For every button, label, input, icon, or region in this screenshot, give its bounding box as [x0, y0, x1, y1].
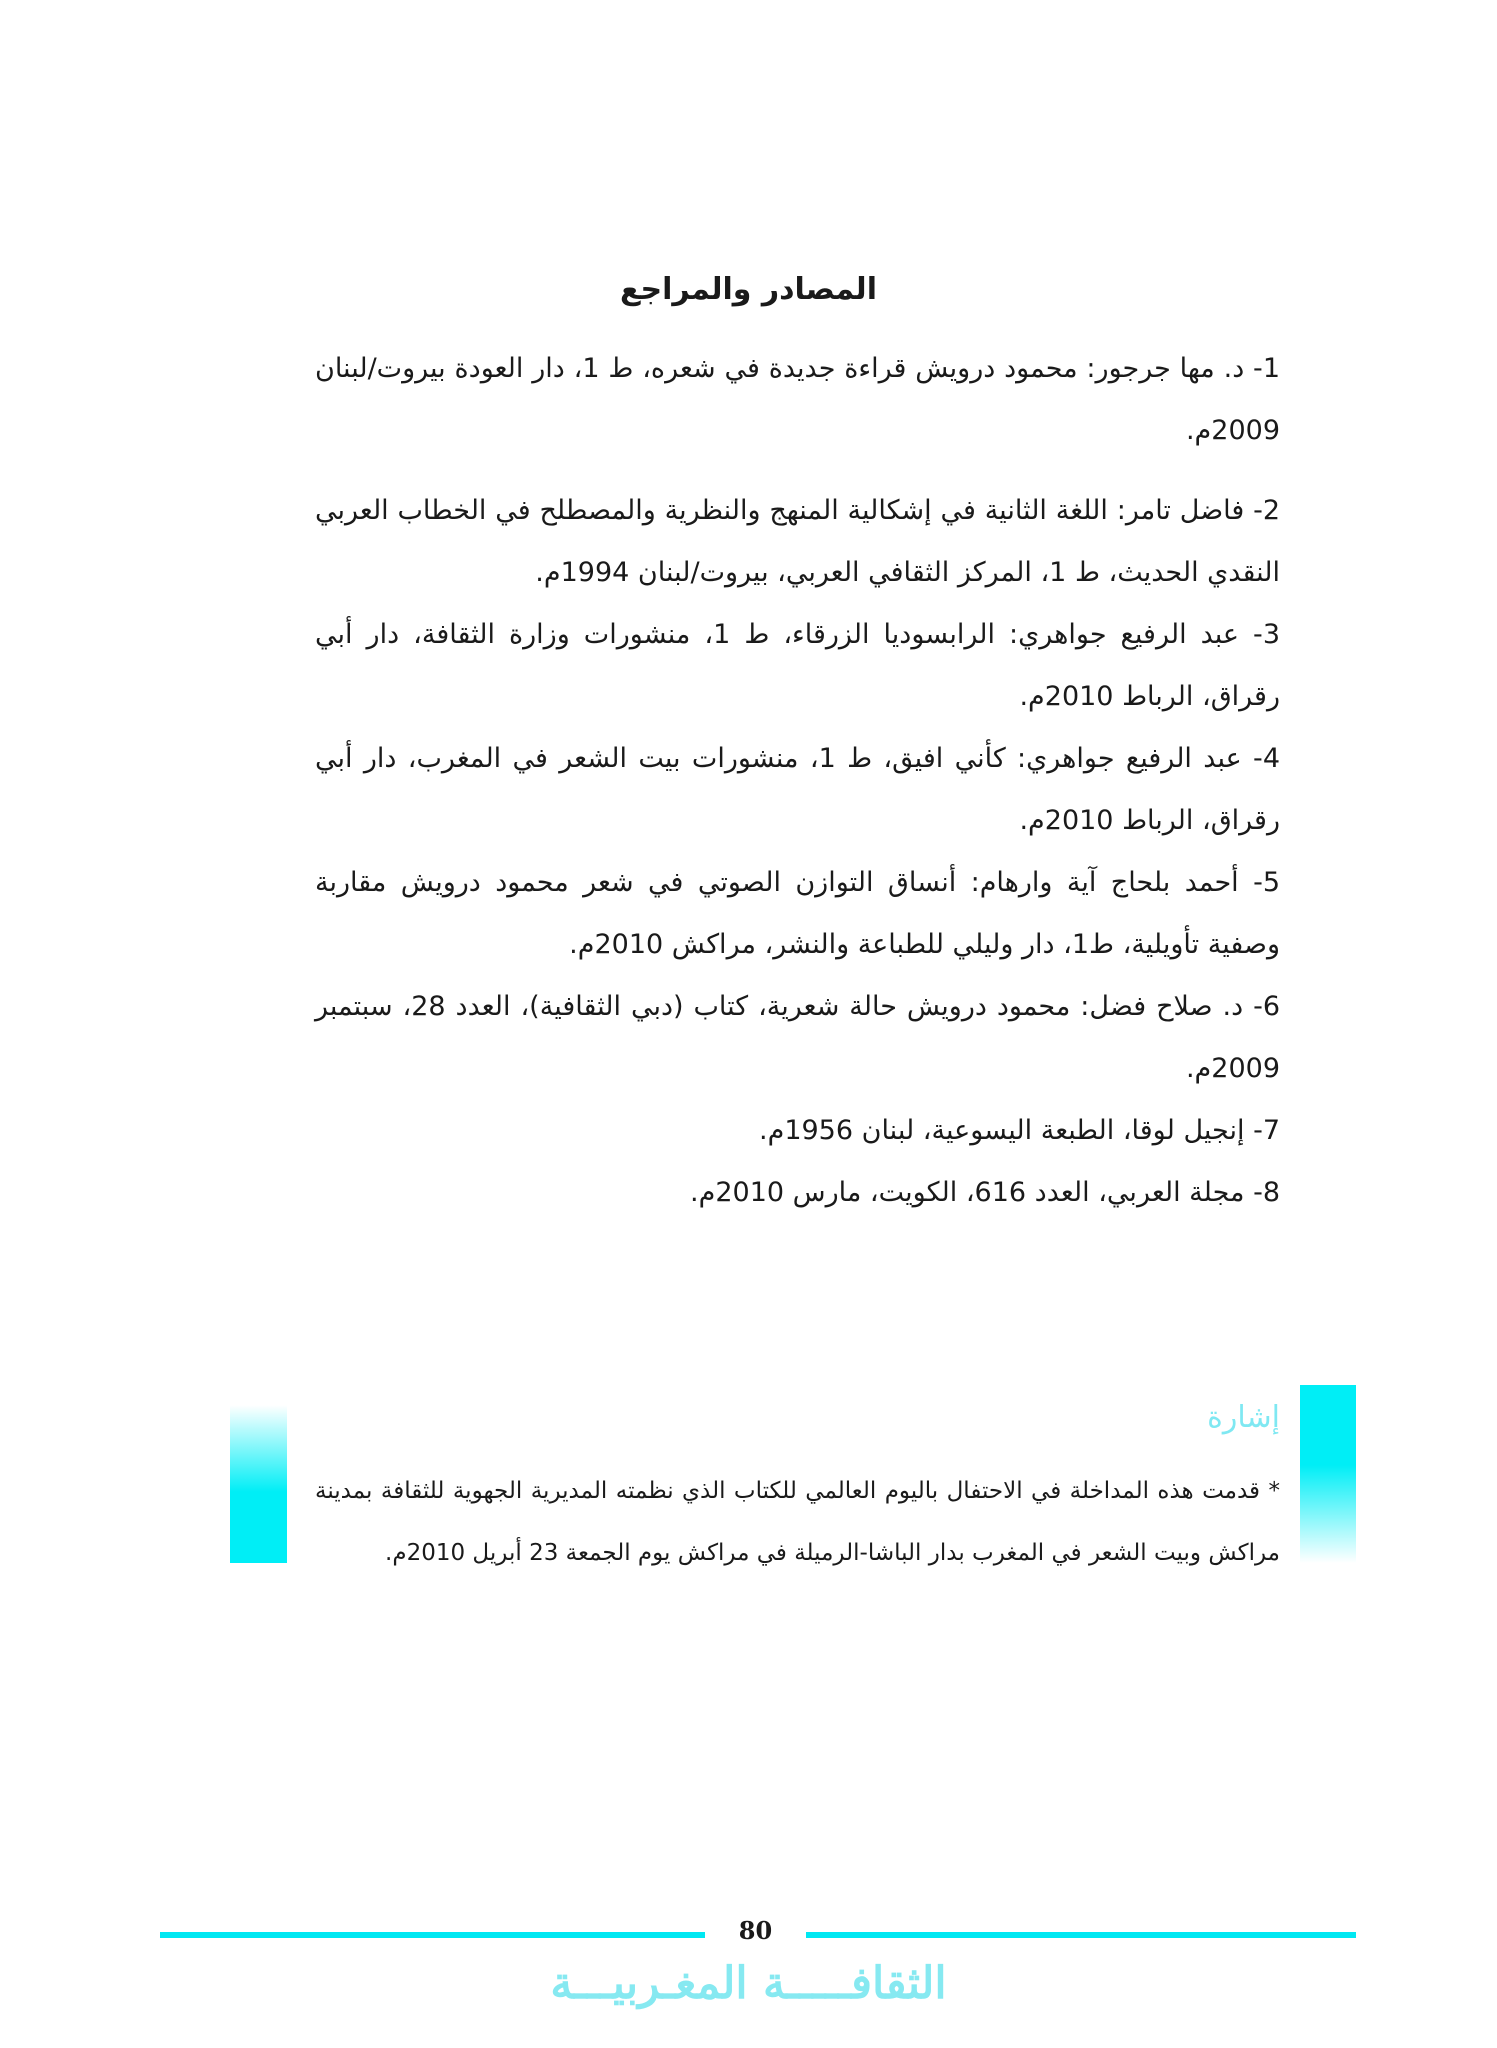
reference-item: 3- عبد الرفيع جواهري: الرابسوديا الزرقاء، ط 1، منشورات وزارة الثقافة، دار أبي رقراق، الرباط 2010م. — [315, 619, 1280, 712]
reference-item: 5- أحمد بلحاج آية وارهام: أنساق التوازن الصوتي في شعر محمود درويش مقاربة وصفية تأويلية، ط1، دار وليلي للطباعة والنشر، مراكش 2010م. — [315, 867, 1280, 960]
references-title: المصادر والمراجع — [620, 272, 877, 307]
note-decoration-bar-left — [230, 1405, 287, 1563]
reference-item: 7- إنجيل لوقا، الطبعة اليسوعية، لبنان 1956م. — [759, 1115, 1280, 1146]
reference-item: 8- مجلة العربي، العدد 616، الكويت، مارس 2010م. — [690, 1177, 1280, 1208]
note-text — [315, 1460, 1280, 1584]
footer-rule-right — [806, 1932, 1356, 1938]
page-number: 80 — [738, 1916, 773, 1945]
reference-item: 2- فاضل تامر: اللغة الثانية في إشكالية المنهج والنظرية والمصطلح في الخطاب العربي النقدي الحديث، ط 1، المركز الثقافي العربي، بيروت/لبنان 1994م. — [315, 495, 1280, 588]
reference-item: 6- د. صلاح فضل: محمود درويش حالة شعرية، كتاب (دبي الثقافية)، العدد 28، سبتمبر 2009م. — [315, 991, 1280, 1084]
references-list — [315, 338, 1280, 1224]
reference-item: 1- د. مها جرجور: محمود درويش قراءة جديدة في شعره، ط 1، دار العودة بيروت/لبنان 2009م. — [315, 353, 1280, 446]
journal-name: الثقافـــــة المغـربيـــة — [550, 1958, 947, 2009]
reference-item: 4- عبد الرفيع جواهري: كأني افيق، ط 1، منشورات بيت الشعر في المغرب، دار أبي رقراق، الرباط 2010م. — [315, 743, 1280, 836]
note-paragraph: * قدمت هذه المداخلة في الاحتفال باليوم العالمي للكتاب الذي نظمته المديرية الجهوية للثقافة بمدينة مراكش وبيت الشعر في المغرب بدار الباشا-الرميلة في مراكش يوم الجمعة 23 أبريل 2010م. — [315, 1478, 1280, 1566]
footer-rule-left — [160, 1932, 705, 1938]
note-decoration-bar-right — [1300, 1385, 1356, 1563]
note-heading: إشارة — [1207, 1400, 1280, 1435]
